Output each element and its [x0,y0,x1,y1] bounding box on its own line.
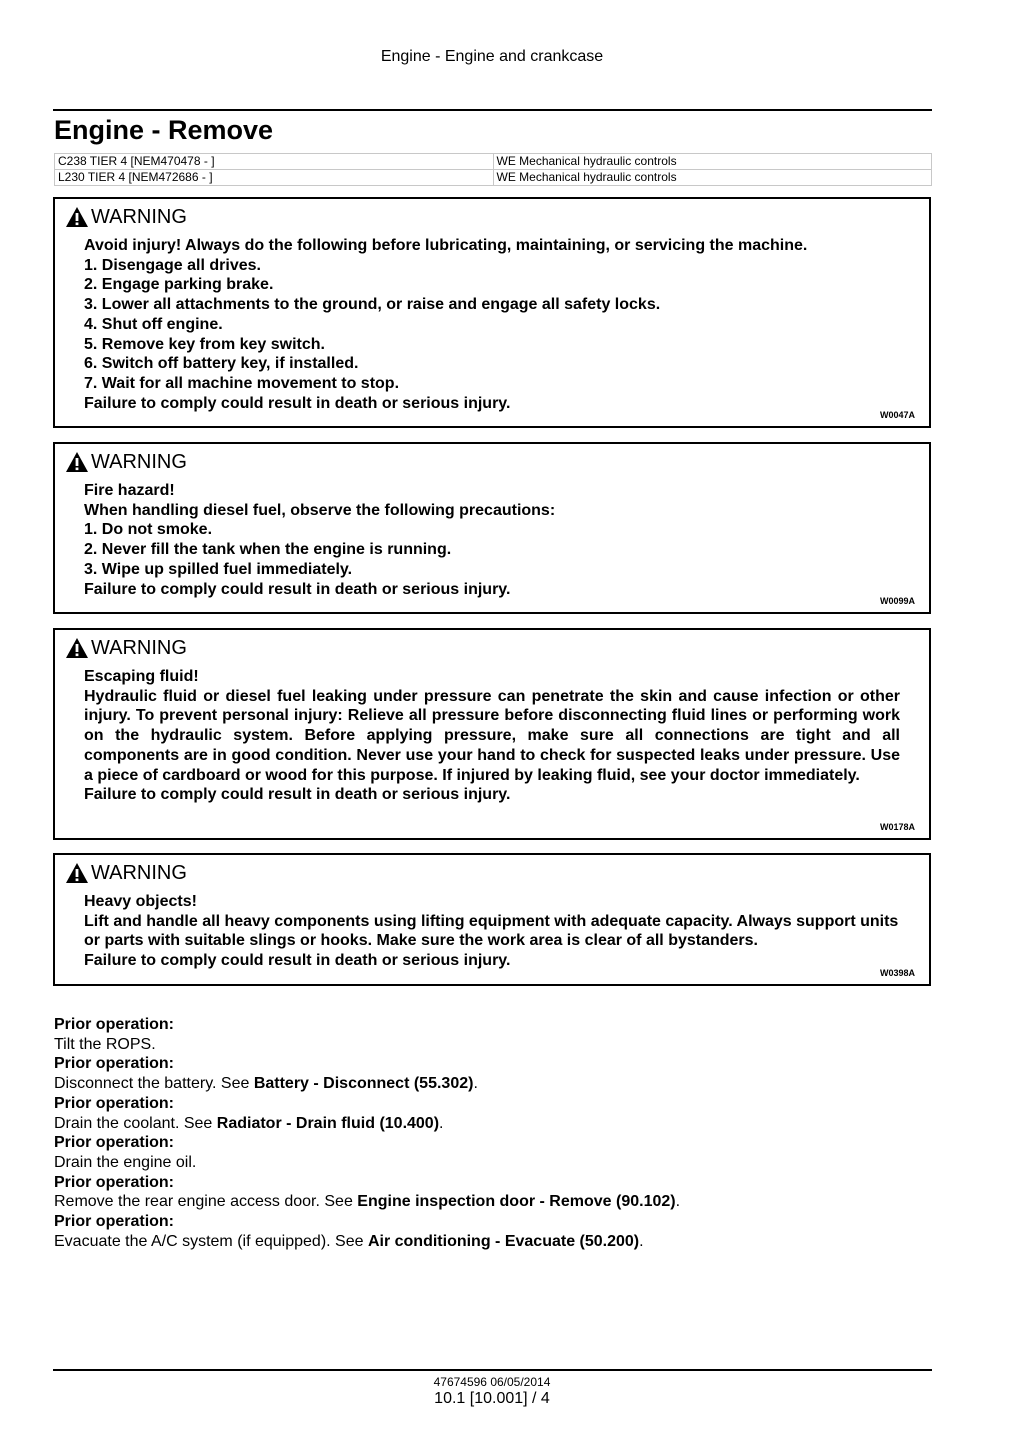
see-text: See [319,1193,358,1211]
config-cell: WE Mechanical hydraulic controls [493,154,932,170]
prior-operation-text [54,1035,924,1055]
warning-line: Failure to comply could result in death or serious injury. [84,786,511,804]
model-cell: L230 TIER 4 [NEM472686 - ] [55,170,494,186]
warning-line: Fire hazard! [84,482,175,499]
operation-text: Evacuate the A/C system (if equipped). [54,1232,331,1250]
page-header: Engine - Engine and crankcase [380,48,604,65]
warning-triangle-icon [65,206,89,228]
warning-box-fluid [53,628,931,840]
warning-line: Failure to comply could result in death or serious injury. [84,580,511,598]
config-cell: WE Mechanical hydraulic controls [493,170,932,186]
see-text: See [216,1075,254,1093]
warning-heading [65,636,187,660]
warning-code: W0099A [879,596,915,606]
cross-reference-link[interactable]: Air conditioning - Evacuate (50.200) [367,1232,640,1250]
operation-text: Tilt the ROPS. [54,1035,156,1053]
warning-line: 3. Wipe up spilled fuel immediately. [84,560,353,578]
warning-triangle-icon [65,862,89,884]
prior-operation-text [54,1153,924,1173]
period: . [439,1114,444,1132]
prior-operation-label: Prior operation: [54,1134,175,1152]
warning-code: W0047A [879,410,915,420]
warning-line: 1. Do not smoke. [84,521,213,539]
warning-triangle-icon [65,637,89,659]
period: . [639,1232,644,1250]
warning-line: Heavy objects! [84,893,197,910]
warning-line: Failure to comply could result in death or serious injury. [84,952,511,970]
prior-operation-text [54,1074,924,1094]
cross-reference-link[interactable]: Engine inspection door - Remove (90.102) [357,1193,676,1211]
warning-line: 1. Disengage all drives. [84,256,261,274]
warning-label: WARNING [91,861,187,884]
warning-line: 7. Wait for all machine movement to stop. [84,374,400,392]
header-rule [53,109,932,111]
footer-rule [53,1369,932,1371]
warning-label: WARNING [91,450,187,473]
cross-reference-link[interactable]: Radiator - Drain fluid (10.400) [216,1114,440,1132]
warning-text [84,892,900,971]
warning-line: 3. Lower all attachments to the ground, or raise and engage all safety locks. [84,296,661,314]
prior-operations [54,1015,924,1251]
warning-paragraph: Hydraulic fluid or diesel fuel leaking under pressure can penetrate the skin and cause infection or other injury. To prevent personal injury: Relieve all pressure before disconnecting fluid lines or performing work on the hydraulic system. Before applying pressure, make sure all connections are tight and all components are in good condition. Never use your hand to check for suspected leaks under pressure. Use a piece of cardboard or wood for this purpose. If injured by leaking fluid, see your doctor immediately. [84,687,900,784]
prior-operation-text [54,1114,924,1134]
warning-box-service [53,197,931,428]
warning-box-heavy [53,853,931,986]
prior-operation-label: Prior operation: [54,1173,175,1191]
prior-operation-label: Prior operation: [54,1213,175,1231]
period: . [473,1075,478,1093]
warning-line: 4. Shut off engine. [84,315,223,333]
warning-line: Failure to comply could result in death or serious injury. [84,394,511,412]
table-row [55,170,932,186]
warning-line: 6. Switch off battery key, if installed. [84,355,359,373]
operation-text: Remove the rear engine access door. [54,1193,320,1211]
table-row [55,154,932,170]
warning-paragraph: Lift and handle all heavy components using lifting equipment with adequate capacity. Always support units or parts with suitable slings or hooks. Make sure the work area is clear of all bystanders. [84,912,899,950]
warning-code: W0178A [879,822,915,832]
warning-line: 2. Never fill the tank when the engine is running. [84,541,452,559]
warning-triangle-icon [65,451,89,473]
warning-heading [65,205,187,229]
warning-label: WARNING [91,205,187,228]
prior-operation-label: Prior operation: [54,1094,175,1112]
applicability-table [54,153,932,186]
warning-text [84,667,900,805]
operation-text: Drain the coolant. [54,1114,180,1132]
warning-line: 2. Engage parking brake. [84,276,274,294]
prior-operation-text [54,1232,924,1252]
page-number: 10.1 [10.001] / 4 [434,1390,550,1407]
warning-line: Avoid injury! Always do the following before lubricating, maintaining, or servicing the machine. [84,237,808,254]
warning-line: Escaping fluid! [84,668,199,685]
prior-operation-label: Prior operation: [54,1016,175,1033]
prior-operation-label: Prior operation: [54,1055,175,1073]
see-text: See [330,1232,368,1250]
warning-heading [65,861,187,885]
prior-operation-text [54,1192,924,1212]
document-number: 47674596 06/05/2014 [433,1375,551,1389]
page-title: Engine - Remove [54,115,274,145]
warning-line: When handling diesel fuel, observe the following precautions: [84,501,556,519]
cross-reference-link[interactable]: Battery - Disconnect (55.302) [253,1075,474,1093]
warning-box-fire [53,442,931,614]
warning-text [84,481,900,599]
model-cell: C238 TIER 4 [NEM470478 - ] [55,154,494,170]
warning-heading [65,450,187,474]
operation-text: Drain the engine oil. [54,1153,197,1171]
warning-line: 5. Remove key from key switch. [84,335,325,353]
see-text: See [179,1114,217,1132]
warning-label: WARNING [91,636,187,659]
period: . [675,1193,681,1211]
warning-text [84,236,900,413]
warning-code: W0398A [879,968,915,978]
operation-text: Disconnect the battery. [54,1075,217,1093]
